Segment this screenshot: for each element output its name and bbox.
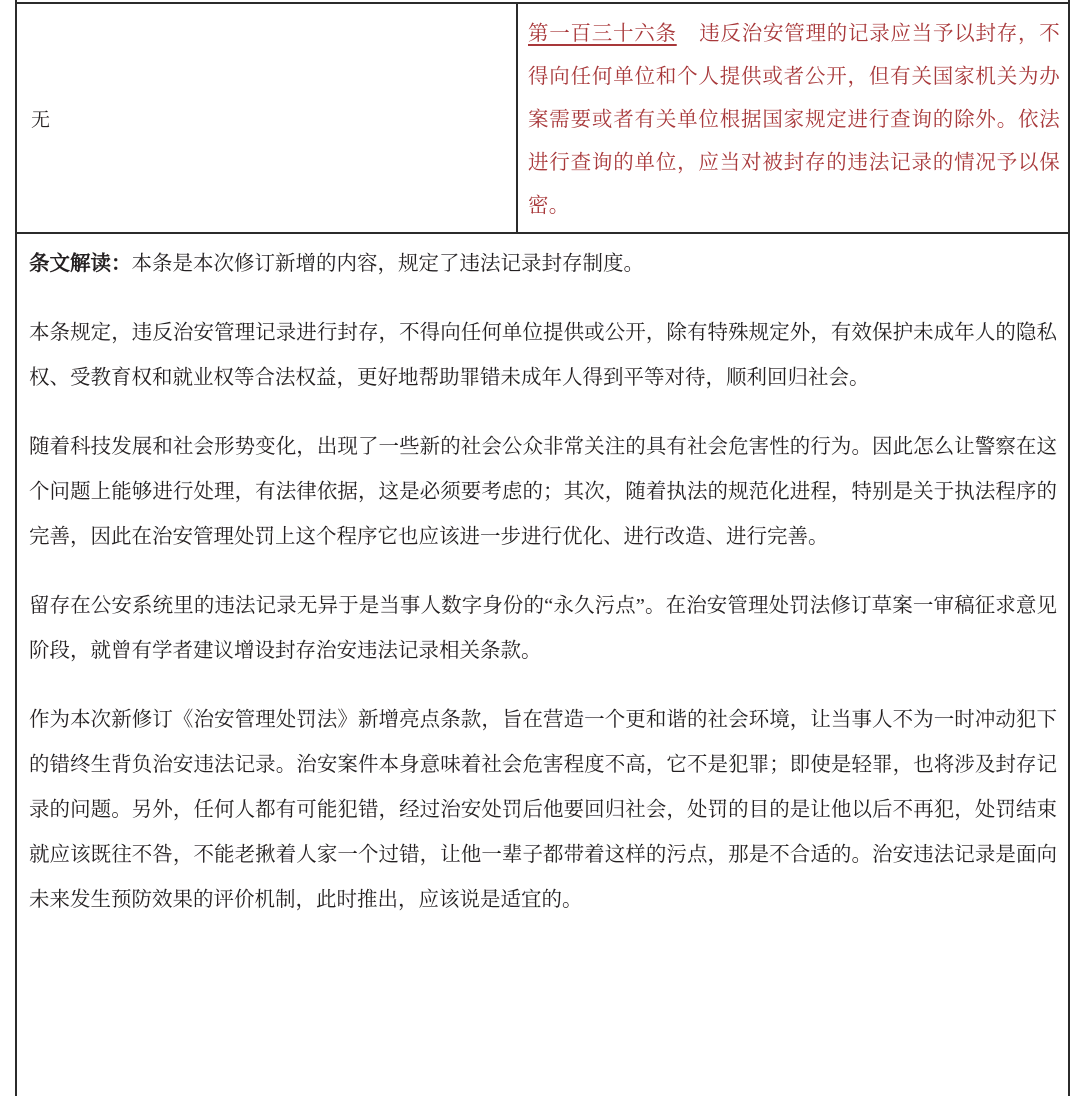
comparison-table <box>15 2 1070 234</box>
commentary-paragraph-4: 作为本次新修订《治安管理处罚法》新增亮点条款，旨在营造一个更和谐的社会环境，让当事人不为一时冲动犯下的错终生背负治安违法记录。治安案件本身意味着社会危害程度不高，它不是犯罪；即使是轻罪，也将涉及封存记录的问题。另外，任何人都有可能犯错，经过治安处罚后他要回归社会，处罚的目的是让他以后不再犯，处罚结束就应该既往不咎，不能老揪着人家一个过错，让他一辈子都带着这样的污点，那是不合适的。治安违法记录是面向未来发生预防效果的评价机制，此时推出，应该说是适宜的。 <box>29 709 1057 911</box>
law-article-number: 第一百三十六条 <box>528 23 677 45</box>
old-provision-text: 无 <box>31 109 51 131</box>
law-article-paragraph <box>528 13 1060 228</box>
commentary-paragraph-2: 随着科技发展和社会形势变化，出现了一些新的社会公众非常关注的具有社会危害性的行为。因此怎么让警察在这个问题上能够进行处理，有法律依据，这是必须要考虑的；其次，随着执法的规范化进程，特别是关于执法程序的完善，因此在治安管理处罚上这个程序它也应该进一步进行优化、进行改造、进行完善。 <box>29 436 1057 548</box>
table-cell-new-provision <box>518 4 1070 232</box>
law-article-body: 违反治安管理的记录应当予以封存，不得向任何单位和个人提供或者公开，但有关国家机关为办案需要或者有关单位根据国家规定进行查询的除外。依法进行查询的单位，应当对被封存的违法记录的情况予以保密。 <box>528 23 1060 217</box>
commentary-lead-text: 本条是本次修订新增的内容，规定了违法记录封存制度。 <box>131 253 644 275</box>
table-cell-old-provision <box>15 4 518 232</box>
commentary-lead-paragraph <box>29 242 1057 287</box>
commentary-section <box>29 242 1057 947</box>
commentary-paragraph-1: 本条规定，违反治安管理记录进行封存，不得向任何单位提供或公开，除有特殊规定外，有效保护未成年人的隐私权、受教育权和就业权等合法权益，更好地帮助罪错未成年人得到平等对待，顺利回归社会。 <box>29 322 1057 389</box>
commentary-paragraph-3: 留存在公安系统里的违法记录无异于是当事人数字身份的“永久污点”。在治安管理处罚法修订草案一审稿征求意见阶段，就曾有学者建议增设封存治安违法记录相关条款。 <box>29 595 1057 662</box>
commentary-lead-label: 条文解读： <box>29 253 132 275</box>
